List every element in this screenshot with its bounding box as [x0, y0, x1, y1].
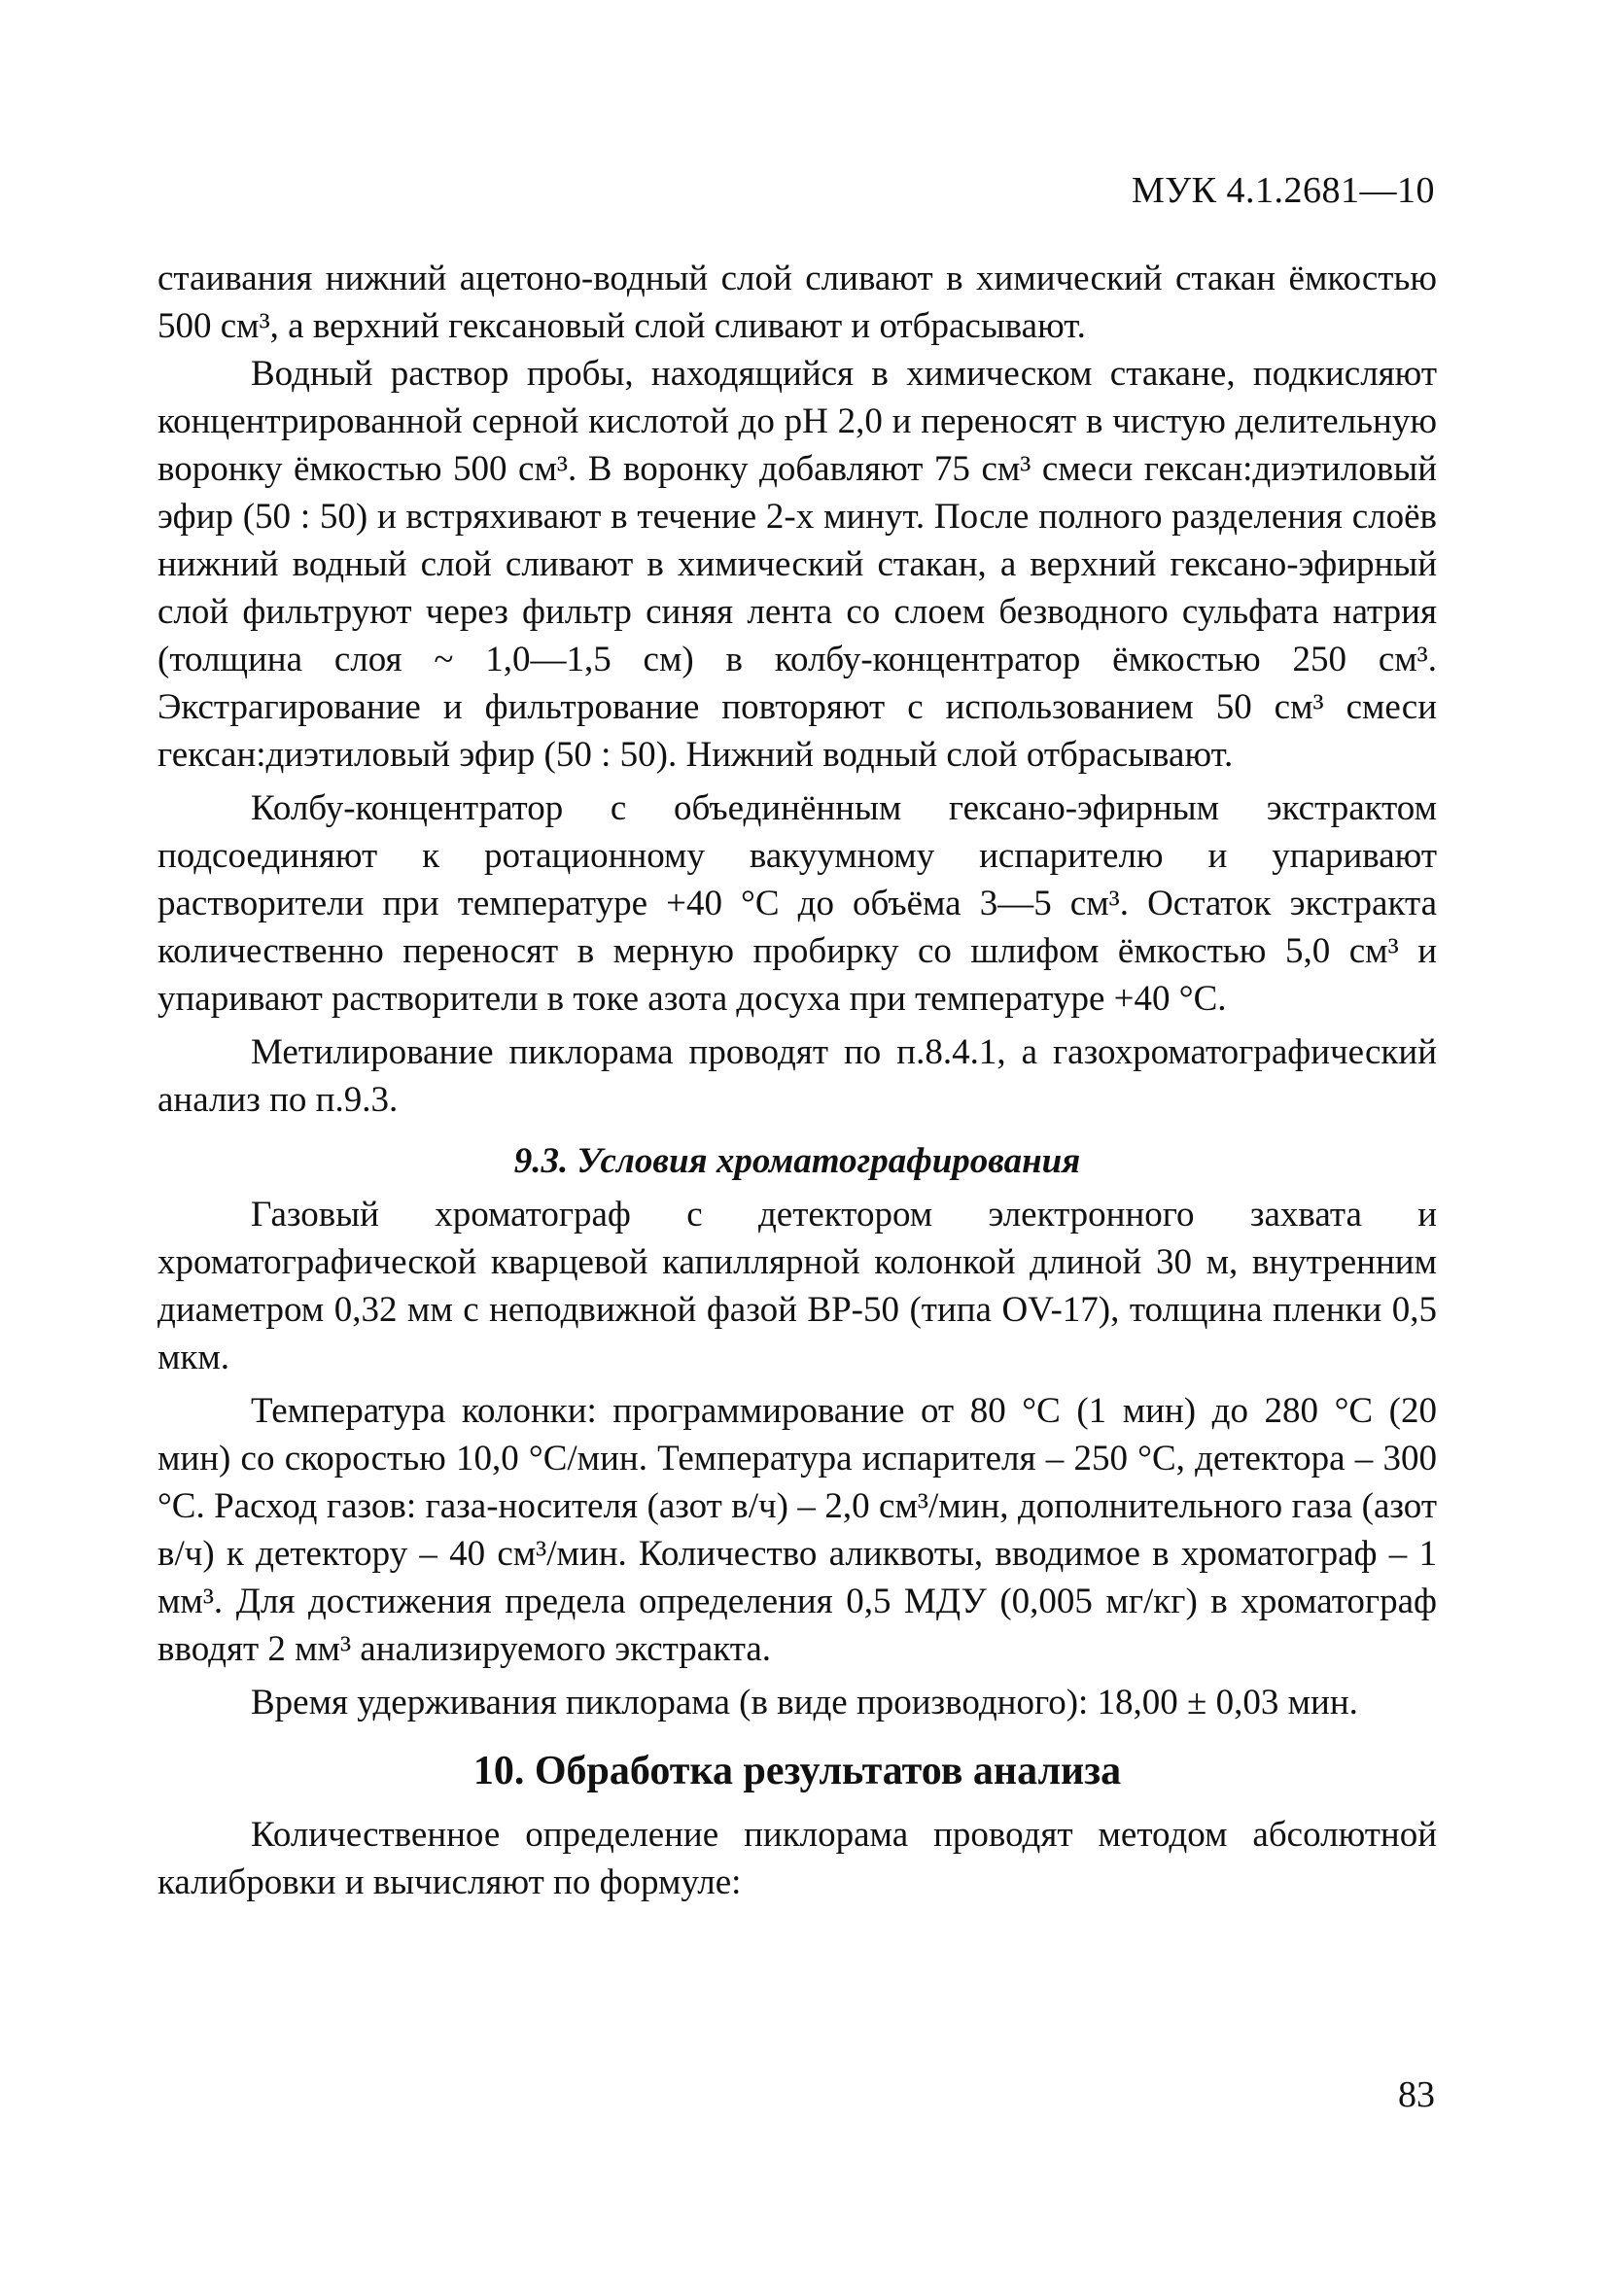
subsection-title: 9.3. Условия хроматографирования	[513, 1141, 1081, 1181]
page-number: 83	[1398, 2074, 1435, 2115]
paragraph-continuation: стаивания нижний ацетоно-водный слой сливают в химический стакан ёмкостью 500 см³, а верхний гексановый слой сливают и отбрасывают.	[157, 259, 1437, 346]
paragraph-acidification: Водный раствор пробы, находящийся в химическом стакане, подкисляют концентрированной серной кислотой до pH 2,0 и переносят в чистую делительную воронку ёмкостью 500 см³. В воронку добавляют 75 см³ смеси гексан:диэтиловый эфир (50 : 50) и встряхивают в течение 2-х минут. После полного разделения слоёв нижний водный слой сливают в химический стакан, а верхний гексано-эфирный слой фильтруют через фильтр синяя лента со слоем безводного сульфата натрия (толщина слоя ~ 1,0—1,5 см) в колбу-концентратор ёмкостью 250 см³. Экстрагирование и фильтрование повторяют с использованием 50 см³ смеси гексан:диэтиловый эфир (50 : 50). Нижний водный слой отбрасывают.	[157, 354, 1437, 775]
section-title: 10. Обработка результатов анализа	[472, 1749, 1122, 1793]
paragraph-quantification: Количественное определение пиклорама проводят методом абсолютной калибровки и вычисляют по формуле:	[157, 1815, 1437, 1902]
paragraph-evaporation: Колбу-концентратор с объединённым гексано-эфирным экстрактом подсоединяют к ротационному вакуумному испарителю и упаривают растворители при температуре +40 °С до объёма 3—5 см³. Остаток экстракта количественно переносят в мерную пробирку со шлифом ёмкостью 5,0 см³ и упаривают растворители в токе азота досуха при температуре +40 °С.	[157, 788, 1437, 1019]
paragraph-methylation: Метилирование пиклорама проводят по п.8.4.1, а газохроматографический анализ по п.9.3.	[157, 1032, 1437, 1120]
document-code-header: МУК 4.1.2681—10	[1131, 170, 1435, 211]
paragraph-temperature: Температура колонки: программирование от 80 °С (1 мин) до 280 °С (20 мин) со скоростью 10,0 °С/мин. Температура испарителя – 250 °С, детектора – 300 °С. Расход газов: газа-носителя (азот в/ч) – 2,0 см³/мин, дополнительного газа (азот в/ч) к детектору – 40 см³/мин. Количество аликвоты, вводимое в хроматограф – 1 мм³. Для достижения предела определения 0,5 МДУ (0,005 мг/кг) в хроматограф вводят 2 мм³ анализируемого экстракта.	[157, 1391, 1437, 1669]
paragraph-chromatograph: Газовый хроматограф с детектором электронного захвата и хроматографической кварцевой капиллярной колонкой длиной 30 м, внутренним диаметром 0,32 мм с неподвижной фазой ВР-50 (типа OV-17), толщина пленки 0,5 мкм.	[157, 1195, 1437, 1377]
paragraph-retention-time: Время удерживания пиклорама (в виде производного): 18,00 ± 0,03 мин.	[251, 1683, 1358, 1722]
page-body	[157, 255, 1437, 1906]
